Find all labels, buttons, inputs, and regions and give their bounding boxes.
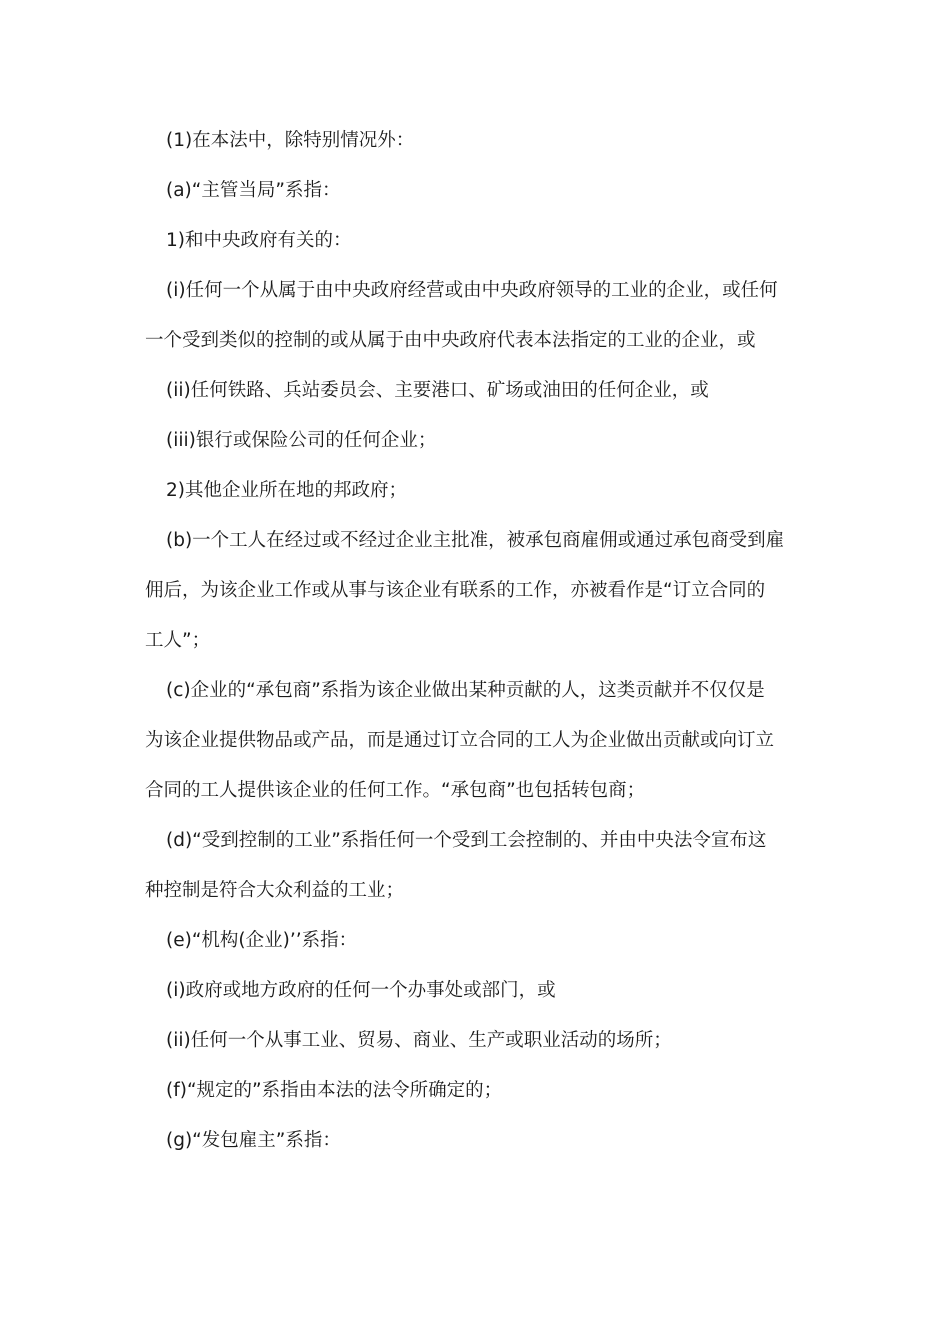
paragraph-line: (f)“规定的”系指由本法的法令所确定的； [166,1080,503,1101]
paragraph-line: 为该企业提供物品或产品，而是通过订立合同的工人为企业做出贡献或向订立 [145,730,775,751]
paragraph-line: (b)一个工人在经过或不经过企业主批准，被承包商雇佣或通过承包商受到雇 [166,530,785,551]
paragraph-line: 工人”； [145,630,211,651]
paragraph-line: (d)“受到控制的工业”系指任何一个受到工会控制的、并由中央法令宣布这 [166,830,767,851]
paragraph-line: (1)在本法中，除特别情况外： [166,130,415,151]
paragraph-line: 1)和中央政府有关的： [166,230,352,251]
paragraph-line: 种控制是符合大众利益的工业； [145,880,405,901]
paragraph-line: 合同的工人提供该企业的任何工作。“承包商”也包括转包商； [145,780,646,801]
paragraph-line: 一个受到类似的控制的或从属于由中央政府代表本法指定的工业的企业，或 [145,330,756,351]
paragraph-line: (c)企业的“承包商”系指为该企业做出某种贡献的人，这类贡献并不仅仅是 [166,680,765,701]
paragraph-line: 2)其他企业所在地的邦政府； [166,480,407,501]
paragraph-line: (g)“发包雇主”系指： [166,1130,341,1151]
paragraph-line: (i)政府或地方政府的任何一个办事处或部门，或 [166,980,556,1001]
paragraph-line: (i)任何一个从属于由中央政府经营或由中央政府领导的工业的企业，或任何 [166,280,778,301]
paragraph-line: 佣后，为该企业工作或从事与该企业有联系的工作，亦被看作是“订立合同的 [145,580,766,601]
paragraph-line: (ii)任何一个从事工业、贸易、商业、生产或职业活动的场所； [166,1030,672,1051]
paragraph-line: (ii)任何铁路、兵站委员会、主要港口、矿场或油田的任何企业，或 [166,380,709,401]
paragraph-line: (iii)银行或保险公司的任何企业； [166,430,437,451]
paragraph-line: (a)“主管当局”系指： [166,180,341,201]
paragraph-line: (e)“机构(企业)’’系指： [166,930,358,951]
